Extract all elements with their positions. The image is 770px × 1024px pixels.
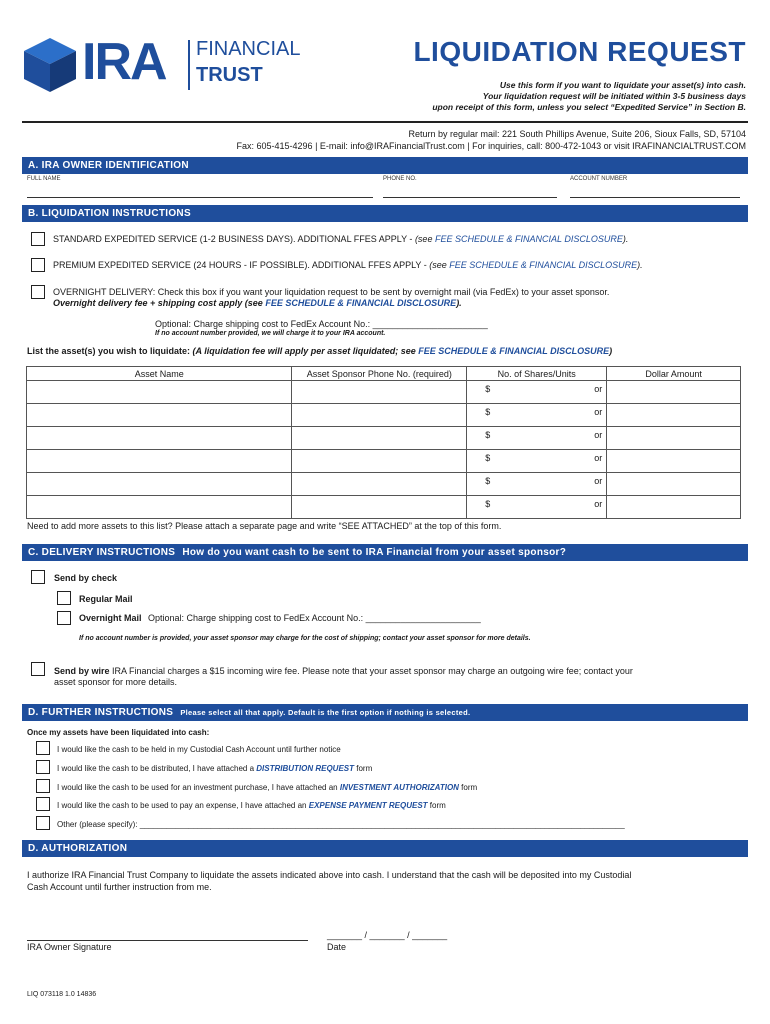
contact-line: Fax: 605-415-4296 | E-mail: info@IRAFinancialTrust.com | For inquiries, call: 800-472-1043 or visit IRAFINANCIALTRUST.COM (236, 141, 746, 151)
intro-line: Your liquidation request will be initiated within 3-5 business days (482, 91, 746, 101)
header-divider (22, 121, 748, 123)
column-header: Asset Name (27, 367, 292, 381)
table-row (27, 404, 741, 427)
opt1-end: ). (622, 234, 629, 244)
hold-cash-label: I would like the cash to be held in my Custodial Cash Account until further notice (57, 745, 341, 754)
regular-mail-checkbox[interactable] (57, 591, 71, 605)
opt1-text: STANDARD EXPEDITED SERVICE (1-2 BUSINESS DAYS). ADDITIONAL FFES APPLY - (53, 234, 415, 244)
sponsor-phone-cell[interactable] (292, 473, 467, 496)
section-d-sub: Please select all that apply. Default is the first option if nothing is selected. (180, 708, 471, 717)
regular-mail-label: Regular Mail (79, 594, 133, 604)
amount-cell[interactable] (607, 404, 741, 427)
asset-name-cell[interactable] (27, 381, 292, 404)
wire-text: IRA Financial charges a $15 incoming wire fee. Please note that your asset sponsor may charge an outgoing wire fee; contact your (109, 666, 633, 676)
date-field[interactable]: _______ / _______ / _______ (327, 930, 448, 940)
amount-cell[interactable] (607, 381, 741, 404)
currency-symbol: $ (485, 499, 491, 509)
currency-symbol: $ (485, 430, 491, 440)
asset-name-cell[interactable] (27, 473, 292, 496)
table-row (27, 473, 741, 496)
section-d-header (22, 704, 748, 721)
fee-schedule-link[interactable]: FEE SCHEDULE & FINANCIAL DISCLOSURE (265, 298, 457, 308)
section-d-title: D. FURTHER INSTRUCTIONS (28, 707, 174, 718)
overnight-delivery-checkbox[interactable] (31, 285, 45, 299)
amount-cell[interactable] (607, 450, 741, 473)
fee-schedule-link[interactable]: FEE SCHEDULE & FINANCIAL DISCLOSURE (449, 260, 638, 270)
contact-info (237, 128, 746, 152)
form-code: LIQ 073118 1.0 14836 (27, 991, 97, 998)
or-label: or (594, 384, 603, 394)
wire-text2: asset sponsor for more details. (54, 677, 178, 687)
expense-label (57, 801, 446, 810)
o2-end: form (354, 764, 373, 773)
table-row (27, 496, 741, 519)
opt2-text: PREMIUM EXPEDITED SERVICE (24 HOURS - IF POSSIBLE). ADDITIONAL FFES APPLY - (53, 260, 430, 270)
section-a-header: A. IRA OWNER IDENTIFICATION (22, 157, 748, 174)
or-label: or (594, 453, 603, 463)
fedex-account-field[interactable]: Optional: Charge shipping cost to FedEx Account No.: _______________________ (155, 319, 488, 329)
auth-line: I authorize IRA Financial Trust Company to liquidate the assets indicated above into cash. I understand that the cash will be deposited into my Custodial (27, 870, 632, 880)
premium-expedited-label (53, 260, 643, 270)
sponsor-phone-cell[interactable] (292, 427, 467, 450)
page-title: LIQUIDATION REQUEST (413, 36, 746, 67)
or-label: or (594, 407, 603, 417)
date-label: Date (327, 942, 347, 952)
other-checkbox[interactable] (36, 816, 50, 830)
table-row (27, 381, 741, 404)
or-label: or (594, 499, 603, 509)
opt3-text: OVERNIGHT DELIVERY: Check this box if you want your liquidation request to be sent by overnight mail (via FedEx) to your asset sponsor. (53, 287, 610, 297)
currency-symbol: $ (485, 407, 491, 417)
asset-name-cell[interactable] (27, 427, 292, 450)
section-c-question: How do you want cash to be sent to IRA Financial from your asset sponsor? (182, 547, 567, 558)
expense-payment-request-link[interactable]: EXPENSE PAYMENT REQUEST (308, 801, 428, 810)
asset-table (26, 366, 741, 519)
shares-cell[interactable] (467, 473, 607, 496)
opt3-end: ). (456, 298, 462, 308)
logo-brand: IRA (82, 33, 166, 91)
asset-list-label (27, 346, 612, 356)
more-assets-note: Need to add more assets to this list? Please attach a separate page and write “SEE ATTACHED” at the top of this form. (27, 521, 502, 531)
overnight-delivery-label (53, 287, 609, 309)
fee-schedule-link[interactable]: FEE SCHEDULE & FINANCIAL DISCLOSURE (418, 346, 610, 356)
overnight-mail-title: Overnight Mail (79, 613, 142, 623)
intro-line: Use this form if you want to liquidate your asset(s) into cash. (499, 80, 746, 90)
overnight-mail-checkbox[interactable] (57, 611, 71, 625)
investment-label (57, 783, 477, 792)
intro-line: upon receipt of this form, unless you select “Expedited Service” in Section B. (432, 102, 746, 112)
distribute-cash-checkbox[interactable] (36, 760, 50, 774)
contact-line: Return by regular mail: 221 South Phillips Avenue, Suite 206, Sioux Falls, SD, 57104 (408, 129, 746, 139)
amount-cell[interactable] (607, 473, 741, 496)
sponsor-phone-cell[interactable] (292, 496, 467, 519)
distribute-cash-label (57, 764, 372, 773)
premium-expedited-checkbox[interactable] (31, 258, 45, 272)
or-label: or (594, 430, 603, 440)
authorization-text (27, 869, 631, 893)
standard-expedited-checkbox[interactable] (31, 232, 45, 246)
opt2-end: ). (637, 260, 643, 270)
column-header: Dollar Amount (607, 367, 741, 381)
shares-cell[interactable] (467, 404, 607, 427)
section-b-header: B. LIQUIDATION INSTRUCTIONS (22, 205, 748, 222)
send-by-check-checkbox[interactable] (31, 570, 45, 584)
opt2-see: (see (429, 260, 450, 270)
signature-label: IRA Owner Signature (27, 942, 112, 952)
column-header: No. of Shares/Units (467, 367, 607, 381)
signature-field[interactable] (27, 940, 308, 941)
table-row (27, 450, 741, 473)
phone-label: PHONE NO. (383, 176, 417, 182)
send-by-check-label: Send by check (54, 573, 118, 583)
logo-divider (188, 40, 190, 90)
investment-authorization-link[interactable]: INVESTMENT AUTHORIZATION (339, 783, 459, 792)
amount-cell[interactable] (607, 496, 741, 519)
currency-symbol: $ (485, 453, 491, 463)
table-row (27, 427, 741, 450)
o4-end: form (427, 801, 446, 810)
expense-checkbox[interactable] (36, 797, 50, 811)
hold-cash-checkbox[interactable] (36, 741, 50, 755)
o3-end: form (458, 783, 478, 792)
send-by-wire-checkbox[interactable] (31, 662, 45, 676)
column-header: Asset Sponsor Phone No. (required) (292, 367, 467, 381)
auth-line: Cash Account until further instruction from me. (27, 882, 212, 892)
fedex-note: If no account number provided, we will charge it to your IRA account. (155, 330, 386, 337)
or-label: or (594, 476, 603, 486)
sponsor-phone-cell[interactable] (292, 450, 467, 473)
overnight-mail-note: If no account number is provided, your asset sponsor may charge for the cost of shipping; contact your asset sponsor for more details. (79, 635, 531, 642)
list-label: List the asset(s) you wish to liquidate: (27, 346, 193, 356)
o4-text: I would like the cash to be used to pay an expense, I have attached an (57, 801, 309, 810)
fee-schedule-link[interactable]: FEE SCHEDULE & FINANCIAL DISCLOSURE (434, 234, 623, 244)
list-note: (A liquidation fee will apply per asset liquidated; see (192, 346, 419, 356)
asset-name-cell[interactable] (27, 450, 292, 473)
shares-cell[interactable] (467, 427, 607, 450)
table-header-row (27, 367, 741, 381)
cube-logo-icon (22, 36, 78, 94)
sponsor-phone-cell[interactable] (292, 381, 467, 404)
investment-checkbox[interactable] (36, 779, 50, 793)
list-end: ) (609, 346, 613, 356)
section-c-title: C. DELIVERY INSTRUCTIONS (28, 547, 176, 558)
shares-cell[interactable] (467, 450, 607, 473)
once-liquidated-label: Once my assets have been liquidated into cash: (27, 728, 210, 737)
sponsor-phone-cell[interactable] (292, 404, 467, 427)
account-label: ACCOUNT NUMBER (570, 176, 628, 182)
o3-text: I would like the cash to be used for an investment purchase, I have attached an (57, 783, 340, 792)
overnight-mail-label (79, 613, 481, 623)
o2-text: I would like the cash to be distributed, I have attached a (57, 764, 257, 773)
logo-line2: TRUST (196, 64, 263, 86)
currency-symbol: $ (485, 384, 491, 394)
amount-cell[interactable] (607, 427, 741, 450)
logo-line1: FINANCIAL (196, 38, 301, 60)
distribution-request-link[interactable]: DISTRIBUTION REQUEST (256, 764, 355, 773)
asset-name-cell[interactable] (27, 404, 292, 427)
send-by-wire-label (54, 666, 633, 688)
logo (22, 33, 301, 96)
asset-name-cell[interactable] (27, 496, 292, 519)
currency-symbol: $ (485, 476, 491, 486)
standard-expedited-label (53, 234, 628, 244)
authorization-header: D. AUTHORIZATION (22, 840, 748, 857)
full-name-label: FULL NAME (27, 176, 61, 182)
wire-title: Send by wire (54, 666, 110, 676)
phone-field[interactable] (383, 197, 557, 198)
other-field[interactable]: Other (please specify): _____________________________________________________________________________________________________________ (57, 820, 625, 829)
account-field[interactable] (570, 197, 740, 198)
shares-cell[interactable] (467, 381, 607, 404)
opt3-fee: Overnight delivery fee + shipping cost apply (see (53, 298, 266, 308)
section-c-header (22, 544, 748, 561)
opt1-see: (see (414, 234, 435, 244)
full-name-field[interactable] (27, 197, 373, 198)
intro (432, 80, 746, 113)
overnight-mail-text[interactable]: Optional: Charge shipping cost to FedEx Account No.: _______________________ (148, 613, 481, 623)
shares-cell[interactable] (467, 496, 607, 519)
